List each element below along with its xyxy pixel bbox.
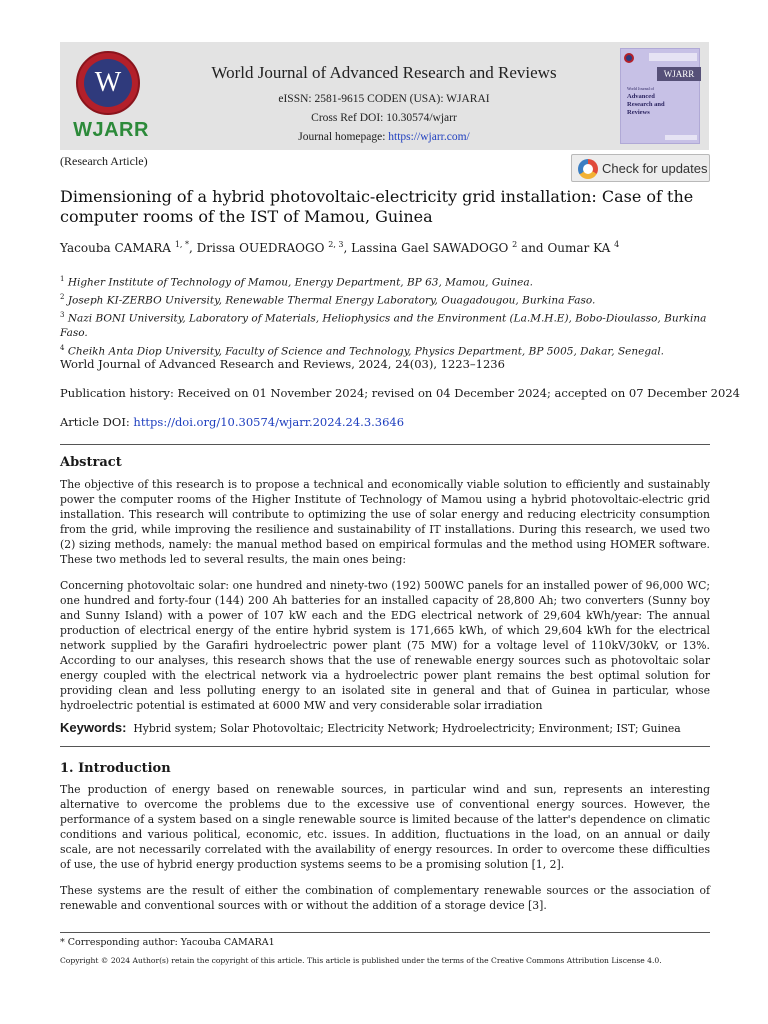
affiliation-item (60, 341, 710, 359)
keywords (60, 720, 681, 735)
doi-label: Article DOI: (60, 415, 134, 429)
article-type: (Research Article) (60, 154, 148, 168)
cover-title-small: World Journal of (627, 86, 655, 91)
crossref-doi-line: Cross Ref DOI: 10.30574/wjarr (311, 112, 457, 124)
cover-title (627, 85, 697, 117)
check-for-updates-button[interactable] (571, 154, 710, 182)
affiliation-number: 4 (60, 343, 65, 352)
author-name: Drissa OUEDRAOGO (196, 241, 325, 255)
logo-letter: W (84, 59, 132, 107)
divider (60, 444, 710, 445)
affiliation-text: Nazi BONI University, Laboratory of Materials, Heliophysics and the Environment (La.M.H.E), Bobo-Dioulasso, Burkina Faso. (60, 312, 707, 339)
citation: World Journal of Advanced Research and Reviews, 2024, 24(03), 1223–1236 (60, 357, 505, 371)
crossmark-icon (578, 159, 598, 179)
author-name: Lassina Gael SAWADOGO (351, 241, 509, 255)
affiliation-text: Joseph KI-ZERBO University, Renewable Thermal Energy Laboratory, Ouagadougou, Burkina Faso. (67, 294, 596, 307)
cover-title-line: Research and (627, 101, 665, 108)
keywords-text: Hybrid system; Solar Photovoltaic; Electricity Network; Hydroelectricity; Environment; IST; Guinea (133, 722, 681, 735)
logo-wordmark: WJARR (73, 119, 149, 141)
affiliation-number: 2 (60, 293, 65, 301)
journal-cover-thumbnail (620, 48, 700, 144)
affiliation-item (60, 272, 710, 290)
author-affiliation-ref: 1, * (174, 240, 189, 249)
author-affiliation-ref: 2, 3 (328, 240, 344, 249)
footnote-divider (60, 932, 710, 933)
cover-band: WJARR (657, 67, 701, 81)
journal-title: World Journal of Advanced Research and Reviews (211, 63, 557, 82)
cover-header-strip (649, 53, 697, 61)
affiliation-item (60, 290, 710, 308)
corresponding-author-footnote: * Corresponding author: Yacouba CAMARA1 (60, 937, 275, 948)
journal-header (60, 42, 709, 150)
author-affiliation-ref: 2 (512, 240, 518, 249)
introduction-heading: 1. Introduction (60, 761, 171, 776)
homepage-label: Journal homepage: (298, 131, 389, 143)
divider (60, 746, 710, 747)
article-doi (60, 415, 404, 429)
issn-line: eISSN: 2581-9615 CODEN (USA): WJARAI (278, 93, 490, 105)
abstract-heading: Abstract (60, 455, 122, 470)
affiliation-number: 1 (60, 275, 65, 283)
article-title: Dimensioning of a hybrid photovoltaic-electricity grid installation: Case of the computer rooms of the IST of Mamou, Guinea (60, 187, 694, 226)
journal-logo (68, 51, 150, 147)
affiliation-list (60, 272, 710, 359)
check-for-updates-label: Check for updates (602, 161, 708, 176)
affiliation-number: 3 (60, 311, 65, 319)
abstract-paragraph: Concerning photovoltaic solar: one hundred and ninety-two (192) 500WC panels for an installed power of 96,000 WC; one hundred and forty-four (144) 200 Ah batteries for an installed capacity of 28,800 Ah; two converters (Sunny boy and Sunny Island) with a power of 107 kW each and the EDG electrical network of 29,604 kWh/year: The annual production of electrical energy of the entire hybrid system is 171,665 kWh, of which 29,604 kWh for the electrical network supplied by the Garafiri hydroelectric power plant (75 MW) for a voltage level of 110kV/30kV, or 13%. According to our analyses, this research shows that the use of renewable energy sources such as photovoltaic solar energy coupled with the electrical network via a hydroelectric power plant remains the best optimal solution for providing clean and less polluting energy to an isolated site in general and that of Guinea in particular, whose hydroelectric potential is estimated at 6000 MW and very considerable solar irradiation (60, 579, 710, 712)
introduction-paragraph: These systems are the result of either the combination of complementary renewable sources or the association of renewable and conventional sources with or without the addition of a storage device [3]. (60, 884, 710, 912)
publication-history: Publication history: Received on 01 November 2024; revised on 04 December 2024; accepted on 07 December 2024 (60, 386, 740, 400)
affiliation-text: Higher Institute of Technology of Mamou, Energy Department, BP 63, Mamou, Guinea. (67, 276, 533, 289)
homepage-link[interactable]: https://wjarr.com/ (388, 131, 470, 143)
author-name: Oumar KA (547, 241, 611, 255)
introduction-paragraph: The production of energy based on renewable sources, in particular wind and sun, represents an interesting alternative to overcome the problems due to the excessive use of conventional energy sources. However, the performance of a system based on a single renewable source is limited because of the latter's dependence on climatic conditions and various political, economic, etc. issues. In addition, fluctuations in the load, on an annual or daily scale, are not necessarily correlated with the availability of energy resources. In order to overcome these difficulties of use, the use of hybrid energy production systems seems to be a promising solution [1, 2]. (60, 783, 710, 871)
keywords-label: Keywords: (60, 720, 127, 735)
author-separator: and (517, 241, 548, 255)
author-separator: , (343, 241, 352, 255)
abstract-paragraph: The objective of this research is to propose a technical and economically viable solution to efficiently and sustainably power the computer rooms of the Higher Institute of Technology of Mamou using a hybrid photovoltaic-electric grid installation. This research will contribute to optimizing the use of solar energy and reducing electricity consumption from the grid, while improving the resilience and sustainability of IT installations. During this research, we used two (2) sizing methods, namely: the manual method based on empirical formulas and the method using HOMER software. These two methods led to several results, the main ones being: (60, 478, 710, 566)
affiliation-text: Cheikh Anta Diop University, Faculty of Science and Technology, Physics Department, BP 5005, Dakar, Senegal. (67, 345, 665, 357)
doi-link[interactable]: https://doi.org/10.30574/wjarr.2024.24.3.3646 (133, 415, 405, 429)
cover-title-line: Reviews (627, 109, 650, 116)
cover-footer-strip (665, 135, 697, 140)
author-separator: , (189, 241, 197, 255)
affiliation-item (60, 308, 710, 341)
homepage-line (194, 128, 574, 147)
journal-meta (194, 90, 574, 147)
copyright-notice: Copyright © 2024 Author(s) retain the copyright of this article. This article is published under the terms of the Creative Commons Attribution Liscense 4.0. (60, 956, 662, 965)
author-list (60, 240, 619, 255)
cover-title-line: Advanced (627, 93, 655, 100)
logo-emblem (76, 51, 140, 115)
author-name: Yacouba CAMARA (60, 241, 171, 255)
cover-logo-icon (624, 53, 634, 63)
author-affiliation-ref: 4 (614, 240, 620, 249)
